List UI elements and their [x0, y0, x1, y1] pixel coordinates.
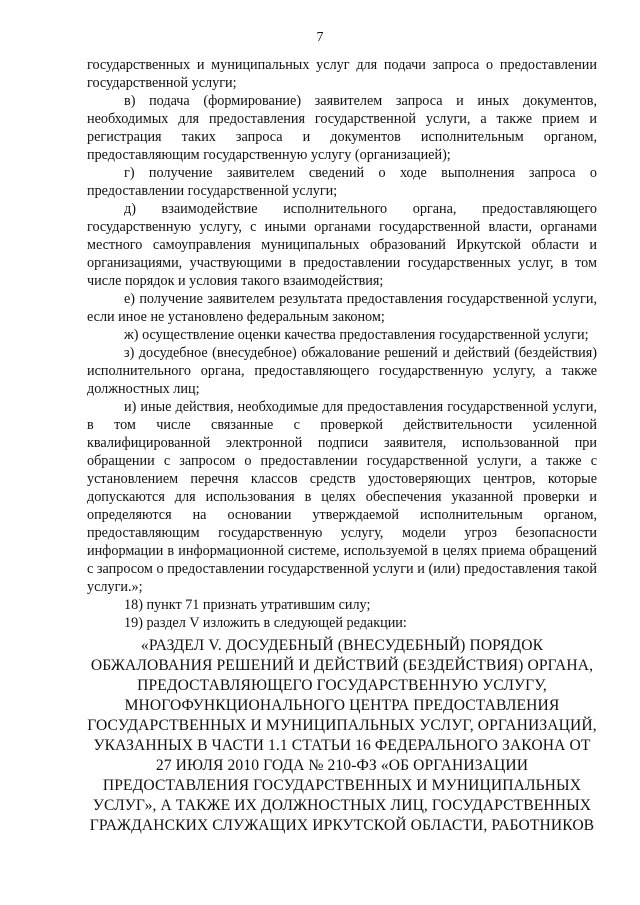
- paragraph-item-g: г) получение заявителем сведений о ходе выполнения запроса о предоставлении государственной услуги;: [87, 165, 597, 199]
- paragraph-item-e: е) получение заявителем результата предоставления государственной услуги, если иное не установлено федеральным законом;: [87, 291, 597, 325]
- document-body: [87, 56, 597, 632]
- section-heading: «РАЗДЕЛ V. ДОСУДЕБНЫЙ (ВНЕСУДЕБНЫЙ) ПОРЯДОК ОБЖАЛОВАНИЯ РЕШЕНИЙ И ДЕЙСТВИЙ (БЕЗДЕЙСТВИЯ) ОРГАНА, ПРЕДОСТАВЛЯЮЩЕГО ГОСУДАРСТВЕННУЮ УСЛУГУ, МНОГОФУНКЦИОНАЛЬНОГО ЦЕНТРА ПРЕДОСТАВЛЕНИЯ ГОСУДАРСТВЕННЫХ И МУНИЦИПАЛЬНЫХ УСЛУГ, ОРГАНИЗАЦИЙ, УКАЗАННЫХ В ЧАСТИ 1.1 СТАТЬИ 16 ФЕДЕРАЛЬНОГО ЗАКОНА ОТ 27 ИЮЛЯ 2010 ГОДА № 210-ФЗ «ОБ ОРГАНИЗАЦИИ ПРЕДОСТАВЛЕНИЯ ГОСУДАРСТВЕННЫХ И МУНИЦИПАЛЬНЫХ УСЛУГ», А ТАКЖЕ ИХ ДОЛЖНОСТНЫХ ЛИЦ, ГОСУДАРСТВЕННЫХ ГРАЖДАНСКИХ СЛУЖАЩИХ ИРКУТСКОЙ ОБЛАСТИ, РАБОТНИКОВ: [87, 637, 597, 834]
- paragraph-item-i: и) иные действия, необходимые для предоставления государственной услуги, в том числе связанные с проверкой действительности усиленной квалифицированной электронной подписи заявителя, использованной при обращении с запросом о предоставлении государственной услуги, а также с установлением перечня классов средств удостоверяющих центров, которые допускаются для использования в целях обеспечения указанной проверки и определяются на основании утверждаемой исполнительным органом, предоставляющим государственную услугу, модели угроз безопасности информации в информационной системе, используемой в целях приема обращений с запросом о предоставлении государственной услуги и (или) предоставления такой услуги.»;: [87, 399, 597, 595]
- paragraph-item-zh: ж) осуществление оценки качества предоставления государственной услуги;: [124, 327, 589, 343]
- page-number: 7: [316, 30, 324, 45]
- paragraph-item-v: в) подача (формирование) заявителем запроса и иных документов, необходимых для предоставления государственной услуги, а также прием и регистрация таких запроса и документов исполнительным органом, предоставляющим государственную услугу (организацией);: [87, 93, 597, 163]
- paragraph-continuation: государственных и муниципальных услуг для подачи запроса о предоставлении государственной услуги;: [87, 57, 597, 91]
- paragraph-item-z: з) досудебное (внесудебное) обжалование решений и действий (бездействия) исполнительного органа, предоставляющего государственную услугу, а также должностных лиц;: [87, 345, 597, 397]
- paragraph-item-d: д) взаимодействие исполнительного органа, предоставляющего государственную услугу, с иными органами государственной власти, органами местного самоуправления муниципальных образований Иркутской области и организациями, участвующими в предоставлении государственных услуг, в том числе порядок и условия такого взаимодействия;: [87, 201, 597, 289]
- paragraph-item-18: 18) пункт 71 признать утратившим силу;: [124, 597, 371, 613]
- paragraph-item-19: 19) раздел V изложить в следующей редакции:: [124, 615, 407, 631]
